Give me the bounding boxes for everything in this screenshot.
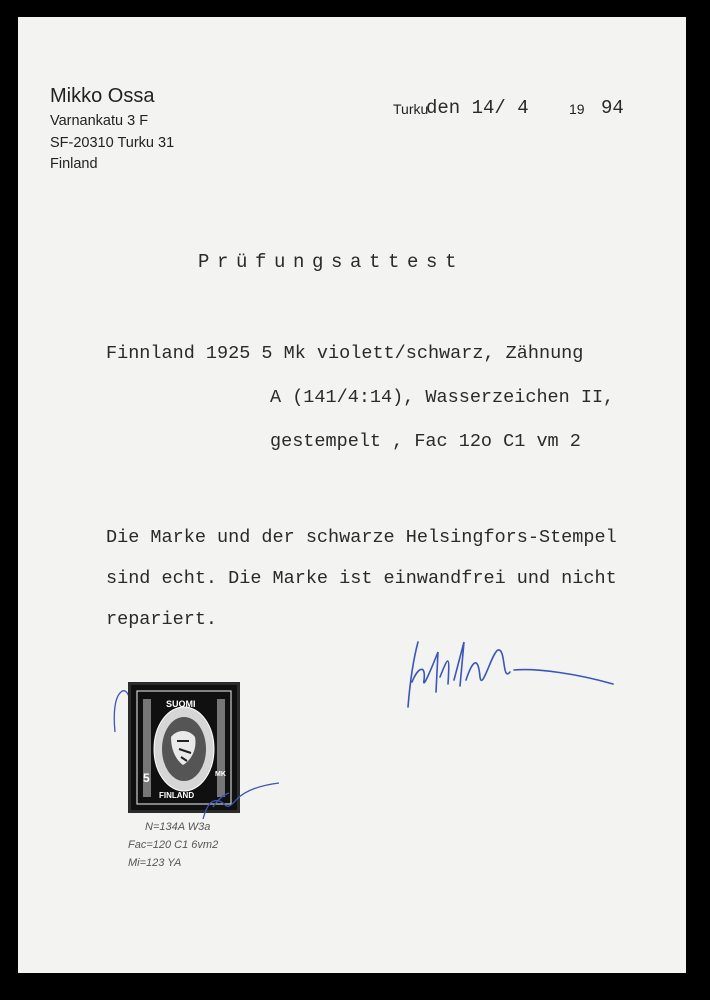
stamp-bottom-text: FINLAND — [159, 791, 195, 800]
note-catalogue-n: N=134A W3a — [145, 821, 211, 833]
signature — [388, 622, 628, 712]
date-year-suffix: 94 — [601, 97, 624, 119]
statement-line-2: sind echt. Die Marke ist einwandfrei und nicht — [106, 568, 617, 589]
date-city: Turku — [393, 101, 429, 117]
note-catalogue-fac: Fac=120 C1 6vm2 — [128, 839, 219, 851]
statement-line-3: repariert. — [106, 609, 218, 630]
date-year-prefix: 19 — [569, 101, 585, 117]
stamp-value: 5 — [143, 771, 150, 785]
statement-line-1: Die Marke und der schwarze Helsingfors-Stempel — [106, 527, 617, 548]
sender-country: Finland — [50, 156, 98, 172]
stamp-top-text: SUOMI — [166, 699, 196, 709]
stamp-unit: MK — [215, 771, 226, 778]
description-line-1: Finnland 1925 5 Mk violett/schwarz, Zähnung — [106, 343, 584, 364]
certificate-title: Prüfungsattest — [198, 251, 465, 273]
date-day-month: den 14/ 4 — [426, 97, 529, 119]
sender-postal: SF-20310 Turku 31 — [50, 135, 175, 151]
certificate-page — [18, 17, 686, 973]
sender-name: Mikko Ossa — [50, 85, 155, 107]
pencil-mark-right — [193, 765, 283, 825]
sender-street: Varnankatu 3 F — [50, 113, 149, 129]
note-catalogue-mi: Mi=123 YA — [128, 857, 182, 869]
description-line-2: A (141/4:14), Wasserzeichen II, — [270, 387, 615, 408]
description-line-3: gestempelt , Fac 12o C1 vm 2 — [270, 431, 581, 452]
